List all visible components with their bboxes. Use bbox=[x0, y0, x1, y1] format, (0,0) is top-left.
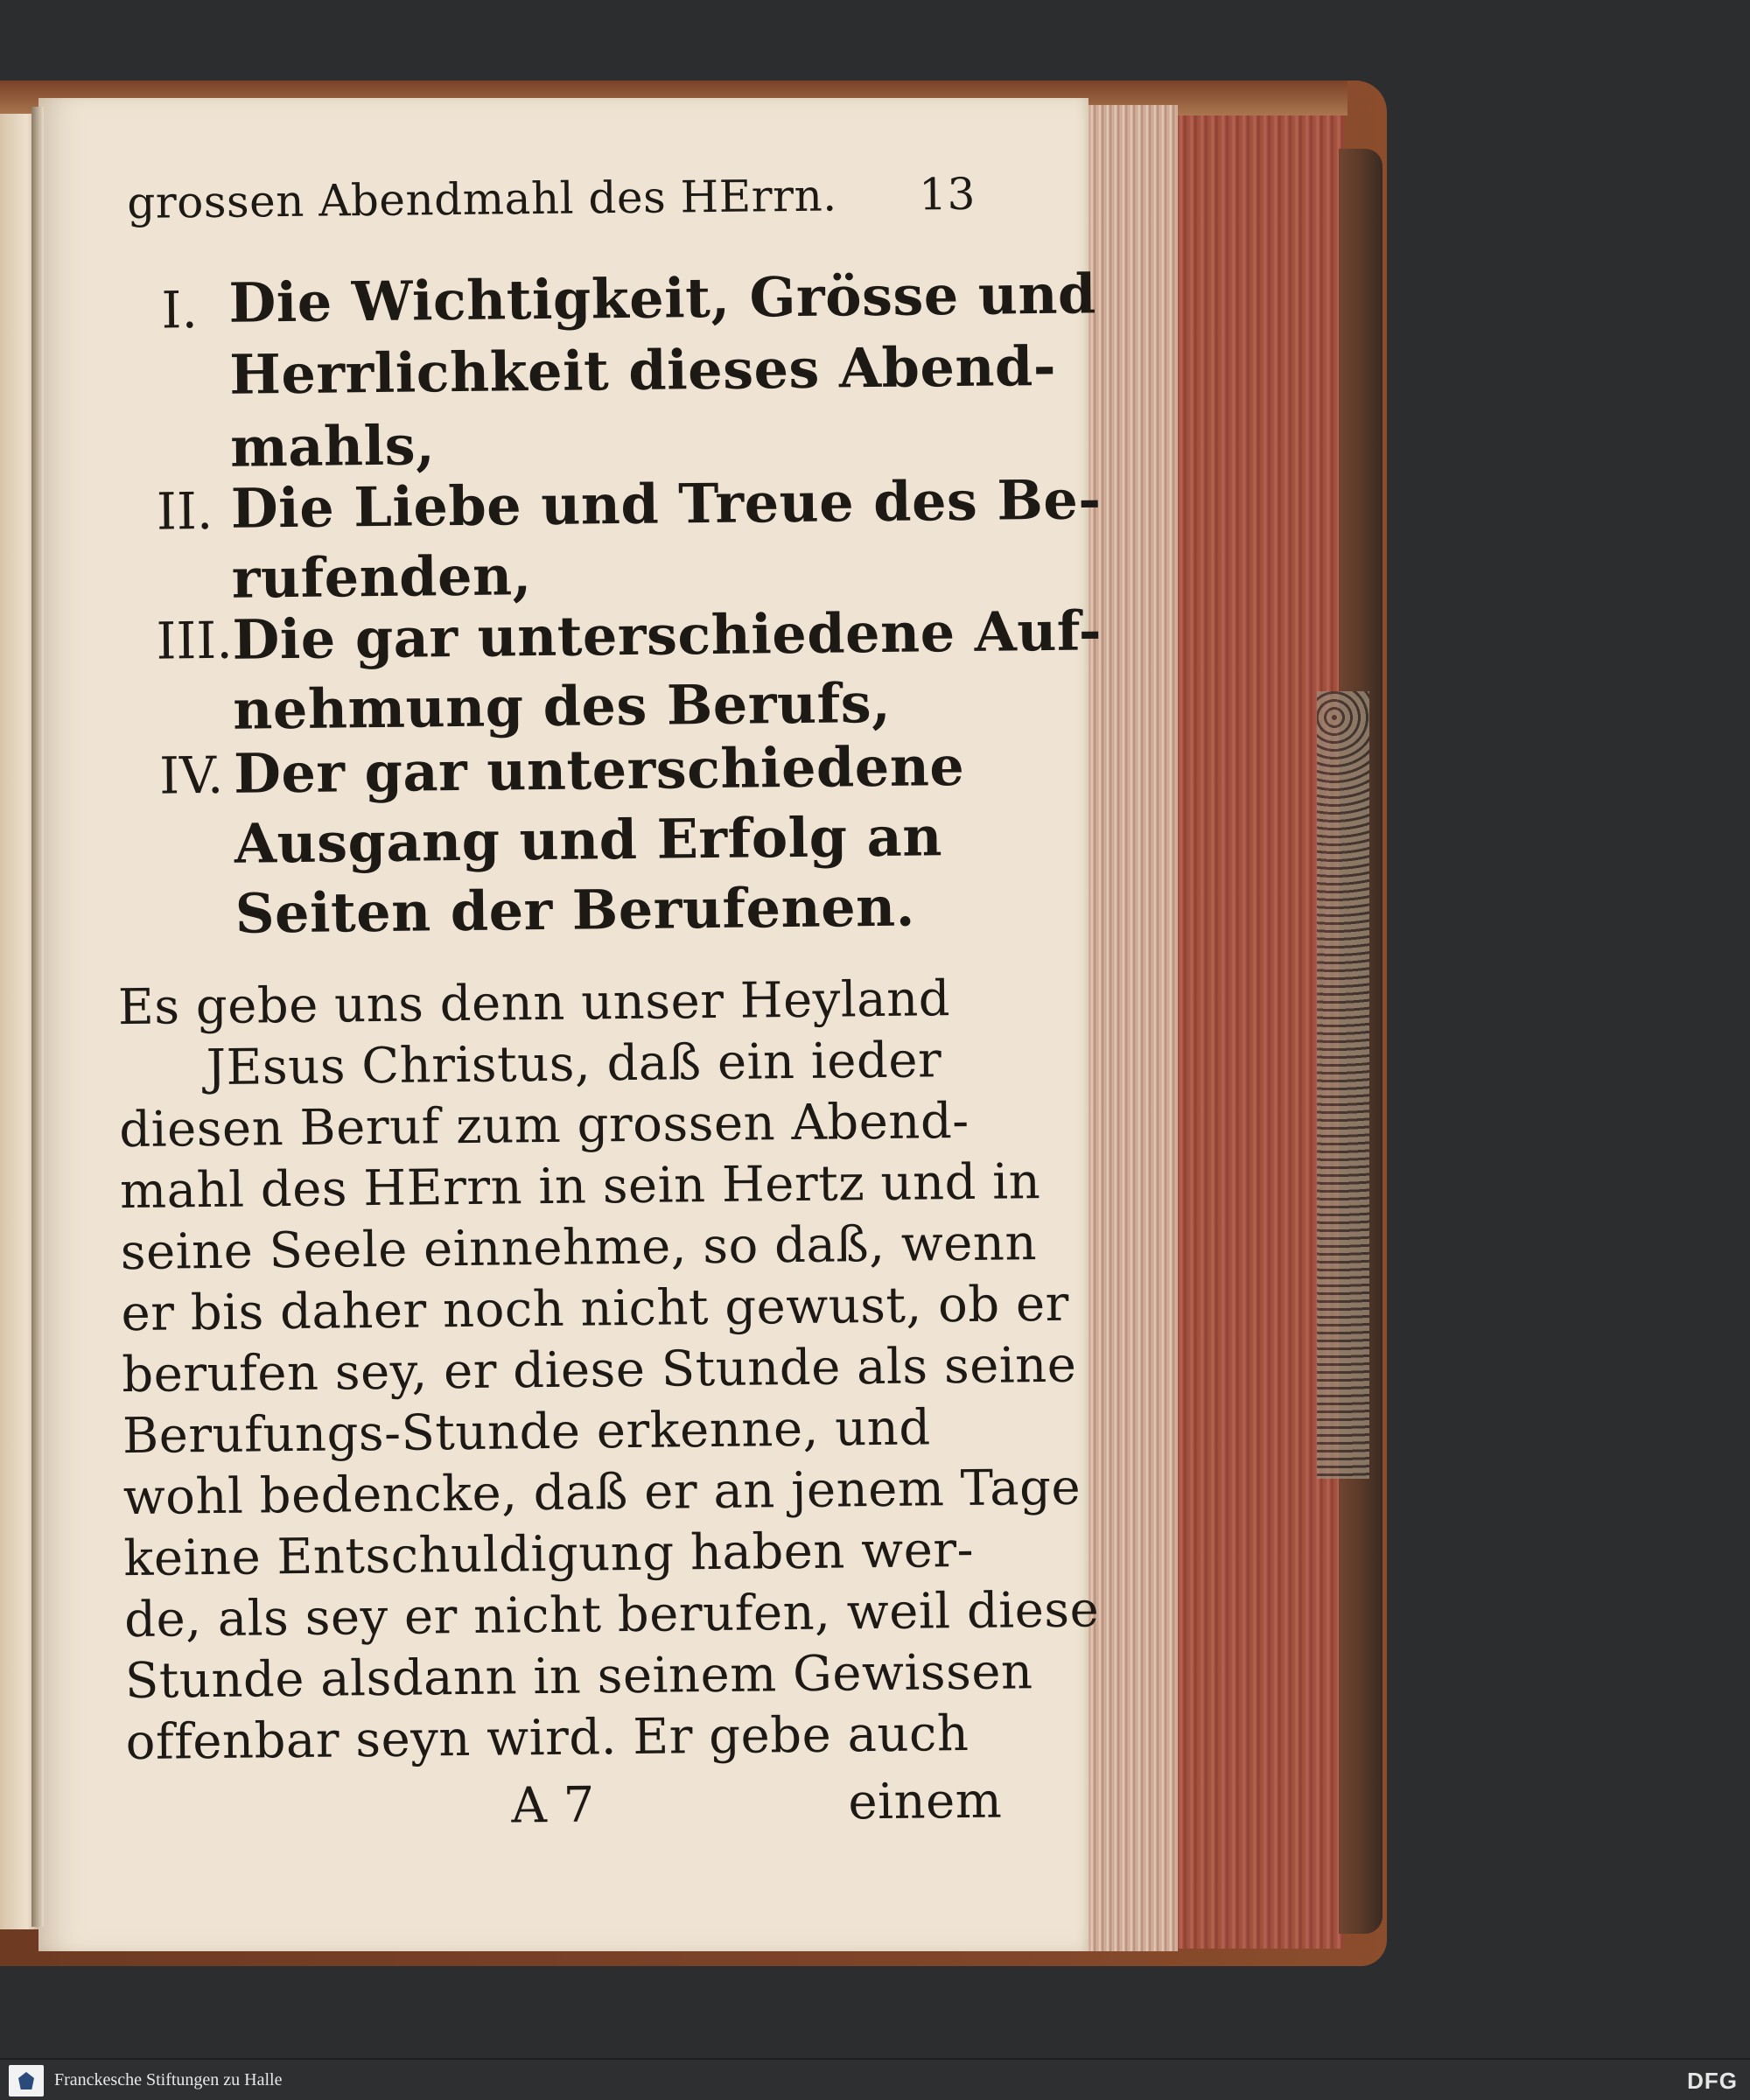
paragraph-line: offenbar seyn wird. Er gebe auch bbox=[125, 1704, 970, 1772]
outline-line: Die gar unterschiedene Auf- bbox=[232, 598, 1102, 672]
outline-line: rufenden, bbox=[231, 543, 533, 611]
outline-numeral: I. bbox=[161, 280, 199, 340]
outline-line: Die Wichtigkeit, Grösse und bbox=[228, 262, 1097, 335]
paragraph-line: seine Seele einnehme, so daß, wenn bbox=[120, 1214, 1038, 1282]
francke-foundation-logo-icon bbox=[9, 2065, 44, 2096]
page-number: 13 bbox=[918, 168, 976, 220]
printer-signature: A 7 bbox=[511, 1776, 596, 1835]
outline-numeral: IV. bbox=[158, 745, 224, 806]
outline-numeral: II. bbox=[156, 480, 214, 542]
cover-wear bbox=[1317, 691, 1369, 1479]
viewer-footer bbox=[0, 2058, 1750, 2100]
outline-line: Seiten der Berufenen. bbox=[234, 874, 916, 946]
catchword: einem bbox=[848, 1772, 1003, 1831]
paragraph-line: keine Entschuldigung haben wer- bbox=[123, 1521, 975, 1588]
outline-line: Die Liebe und Treue des Be- bbox=[230, 467, 1102, 541]
paragraph-line: mahl des HErrn in sein Hertz und in bbox=[119, 1153, 1041, 1221]
page-text bbox=[38, 87, 1108, 1950]
outline-line: Der gar unterschiedene bbox=[233, 733, 965, 806]
paragraph-line: berufen sey, er diese Stunde als seine bbox=[121, 1336, 1077, 1404]
running-header: grossen Abendmahl des HErrn. bbox=[126, 170, 837, 228]
book-page bbox=[38, 98, 1102, 1951]
paragraph-line: diesen Beruf zum grossen Abend- bbox=[119, 1092, 970, 1159]
paragraph-line: Berufungs-Stunde erkenne, und bbox=[122, 1399, 931, 1466]
outline-line: mahls, bbox=[229, 413, 436, 480]
paragraph-line: de, als sey er nicht berufen, weil diese bbox=[123, 1581, 1100, 1649]
paragraph-line: Stunde alsdann in seinem Gewissen bbox=[124, 1643, 1033, 1711]
paragraph-line: Es gebe uns denn unser Heyland bbox=[117, 970, 951, 1037]
outline-line: Ausgang und Erfolg an bbox=[234, 804, 943, 876]
outline-line: nehmung des Berufs, bbox=[232, 670, 892, 742]
outline-numeral: III. bbox=[156, 610, 234, 671]
dfg-logo: DFG bbox=[1687, 2068, 1738, 2094]
outline-line: Herrlichkeit dieses Abend- bbox=[228, 333, 1057, 407]
institution-name: Franckesche Stiftungen zu Halle bbox=[54, 2070, 283, 2090]
paragraph-line: er bis daher noch nicht gewust, ob er bbox=[121, 1275, 1070, 1343]
paragraph-line: JEsus Christus, daß ein ieder bbox=[206, 1032, 942, 1097]
paragraph-line: wohl bedencke, daß er an jenem Tage bbox=[122, 1459, 1082, 1527]
